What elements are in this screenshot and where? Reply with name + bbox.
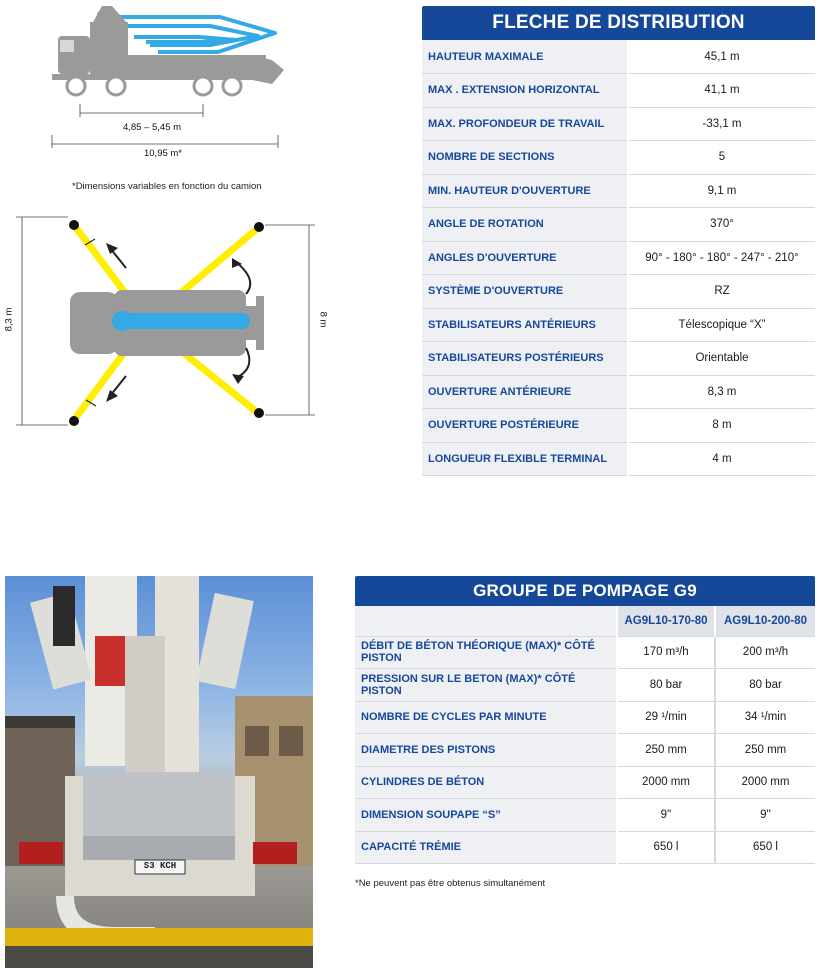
row-label: CYLINDRES DE BÉTON — [355, 766, 617, 799]
dim-wheelbase: 4,85 – 5,45 m — [122, 122, 182, 133]
truck-rear-photo — [5, 576, 313, 968]
row-label: SYSTÈME D'OUVERTURE — [422, 275, 628, 309]
row-label: PRESSION SUR LE BETON (MAX)* CÔTÉ PISTON — [355, 669, 617, 702]
row-value: 29 ¹/min — [617, 701, 715, 734]
row-value: RZ — [628, 275, 815, 309]
row-value: 8 m — [628, 409, 815, 443]
row-label: DIAMETRE DES PISTONS — [355, 734, 617, 767]
boom-table — [422, 6, 815, 476]
row-value: 90° - 180° - 180° - 247° - 210° — [628, 241, 815, 275]
dim-front-width: 8,3 m — [3, 307, 15, 332]
row-label: CAPACITÉ TRÉMIE — [355, 831, 617, 864]
pump-table-corner — [355, 606, 617, 636]
row-value: 2000 mm — [715, 766, 815, 799]
row-label: ANGLE DE ROTATION — [422, 208, 628, 242]
row-label: OUVERTURE ANTÉRIEURE — [422, 375, 628, 409]
row-value: 250 mm — [715, 734, 815, 767]
dim-rear-width: 8 m — [317, 311, 329, 328]
row-label: MAX. PROFONDEUR DE TRAVAIL — [422, 107, 628, 141]
table-row — [355, 669, 815, 702]
row-value: 9'' — [715, 799, 815, 832]
table-row — [355, 701, 815, 734]
row-value: 650 l — [715, 831, 815, 864]
row-value: 170 m³/h — [617, 636, 715, 669]
table-row — [422, 107, 815, 141]
row-value: 370° — [628, 208, 815, 242]
dimension-note: *Dimensions variables en fonction du camion — [72, 181, 262, 192]
pump-col-header: AG9L10-170-80 — [617, 606, 715, 636]
truck-side-diagram — [40, 0, 290, 165]
table-row — [422, 342, 815, 376]
row-label: MIN. HAUTEUR D'OUVERTURE — [422, 174, 628, 208]
table-row — [422, 40, 815, 74]
row-label: NOMBRE DE SECTIONS — [422, 141, 628, 175]
row-value: Télescopique “X” — [628, 308, 815, 342]
table-row — [355, 636, 815, 669]
row-value: -33,1 m — [628, 107, 815, 141]
row-value: 80 bar — [617, 669, 715, 702]
row-label: LONGUEUR FLEXIBLE TERMINAL — [422, 442, 628, 476]
row-label: OUVERTURE POSTÉRIEURE — [422, 409, 628, 443]
table-row — [422, 241, 815, 275]
table-row — [422, 141, 815, 175]
row-value: 9,1 m — [628, 174, 815, 208]
table-row — [422, 409, 815, 443]
row-label: DÉBIT DE BÉTON THÉORIQUE (MAX)* CÔTÉ PISTON — [355, 636, 617, 669]
dim-length: 10,95 m* — [143, 148, 183, 159]
boom-table-body — [422, 40, 815, 476]
row-value: 5 — [628, 141, 815, 175]
row-value: 650 l — [617, 831, 715, 864]
table-row — [355, 734, 815, 767]
row-value: 250 mm — [617, 734, 715, 767]
table-row — [422, 174, 815, 208]
row-value: 2000 mm — [617, 766, 715, 799]
pump-col-header: AG9L10-200-80 — [715, 606, 815, 636]
pump-table-body — [355, 606, 815, 864]
row-value: 200 m³/h — [715, 636, 815, 669]
table-row — [422, 275, 815, 309]
pump-table — [355, 576, 815, 864]
table-row — [355, 799, 815, 832]
row-value: 8,3 m — [628, 375, 815, 409]
table-row — [422, 74, 815, 108]
row-label: ANGLES D'OUVERTURE — [422, 241, 628, 275]
row-value: 4 m — [628, 442, 815, 476]
row-value: 45,1 m — [628, 40, 815, 74]
boom-table-title: FLECHE DE DISTRIBUTION — [422, 6, 815, 40]
table-row — [422, 375, 815, 409]
outrigger-top-diagram — [0, 210, 335, 435]
row-label: STABILISATEURS ANTÉRIEURS — [422, 308, 628, 342]
row-value: 80 bar — [715, 669, 815, 702]
row-value: 9'' — [617, 799, 715, 832]
pump-footnote: *Ne peuvent pas être obtenus simultanément — [355, 878, 546, 889]
row-label: HAUTEUR MAXIMALE — [422, 40, 628, 74]
table-row — [422, 442, 815, 476]
row-label: MAX . EXTENSION HORIZONTAL — [422, 74, 628, 108]
table-row — [355, 766, 815, 799]
table-row — [355, 831, 815, 864]
row-value: 34 ¹/min — [715, 701, 815, 734]
row-label: STABILISATEURS POSTÉRIEURS — [422, 342, 628, 376]
row-label: NOMBRE DE CYCLES PAR MINUTE — [355, 701, 617, 734]
pump-table-title: GROUPE DE POMPAGE G9 — [355, 576, 815, 606]
table-row — [422, 308, 815, 342]
row-label: DIMENSION SOUPAPE “S” — [355, 799, 617, 832]
license-plate-text: S3 KCH — [143, 861, 177, 871]
table-row — [422, 208, 815, 242]
row-value: 41,1 m — [628, 74, 815, 108]
row-value: Orientable — [628, 342, 815, 376]
